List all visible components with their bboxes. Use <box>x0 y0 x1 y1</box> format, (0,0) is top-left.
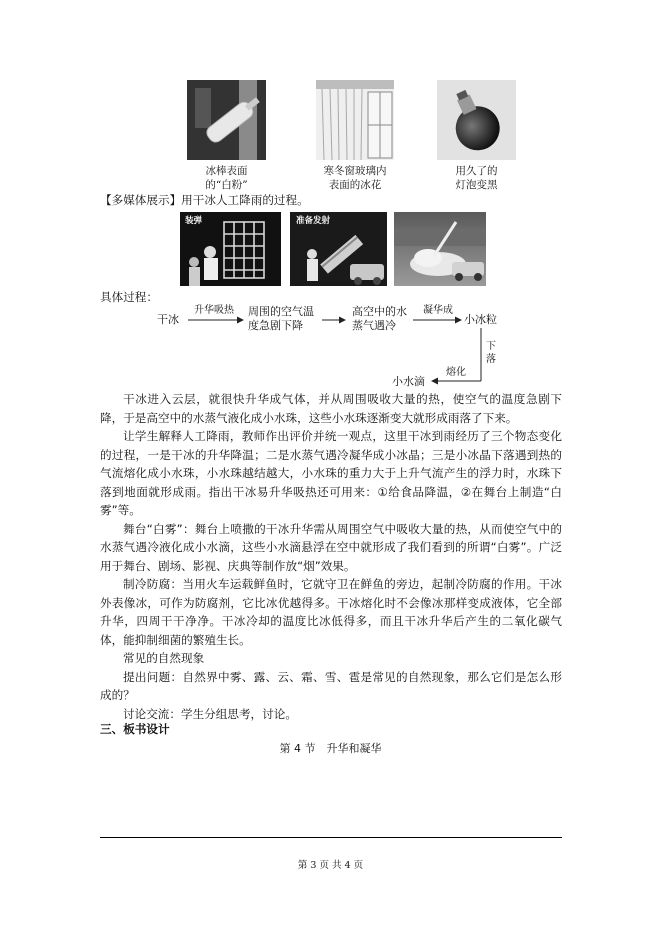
paragraph-question: 提出问题：自然界中雾、露、云、霜、雪、雹是常见的自然现象，那么它们是怎么形成的？ <box>100 669 562 702</box>
flow-node-water-drop: 小水滴 <box>392 375 425 388</box>
process-label: 具体过程： <box>100 290 158 304</box>
tag-ready-launch: 准备发射 <box>296 216 331 226</box>
body-text <box>100 390 562 723</box>
flow-label-sublimation: 升华吸热 <box>194 305 234 316</box>
paragraph-stage-fog: 舞台“白雾”：舞台上喷撒的干冰升华需从周围空气中吸收大量的热，从而使空气中的水蒸气遇冷液化成小水滴，这些小水滴悬浮在空中就形成了我们看到的所谓“白雾”。广泛用于舞台、剧场、影视、庆典等制作放“烟”效果。 <box>100 521 562 573</box>
footer-rule <box>100 837 562 838</box>
paragraph-rain-formation: 干冰进入云层，就很快升华成气体，并从周围吸收大量的热，使空气的温度急剧下降，于是高空中的水蒸气液化成小水珠，这些小水珠逐渐变大就形成雨落了下来。 <box>100 392 562 425</box>
flow-node-ice-grain: 小冰粒 <box>464 313 497 326</box>
caption-ice-pop: 冰棒表面 的“白粉” <box>205 165 248 191</box>
paragraph-explanation: 让学生解释人工降雨，教师作出评价并统一观点，这里干冰到雨经历了三个物态变化的过程，一是干冰的升华降温；二是水蒸气遇冷凝华成小冰晶；三是小冰晶下落遇到热的气流熔化成小水珠，小水珠越结越大，小水珠的重力大于上升气流产生的浮力时，水珠下落到地面就形成雨。指出干冰易升华吸热还可用来：①给食品降温，②在舞台上制造“白雾”等。 <box>100 429 562 517</box>
flow-label-fall: 下 落 <box>486 341 496 365</box>
flow-label-deposition: 凝华成 <box>423 305 453 316</box>
paragraph-refrigeration: 制冷防腐：当用火车运载鲜鱼时，它就守卫在鲜鱼的旁边，起制冷防腐的作用。干冰外表像冰，可作为防腐剂，它比冰优越得多。干冰熔化时不会像冰那样变成液体，它全部升华，四周干干净净。干冰冷却的温度比冰低得多，而且干冰升华后产生的二氧化碳气体，能抑制细菌的繁殖生长。 <box>100 577 562 647</box>
multimedia-line: 【多媒体展示】用干冰人工降雨的过程。 <box>100 193 309 207</box>
caption-dark-bulb: 用久了的 灯泡变黑 <box>455 165 498 191</box>
flow-arrows <box>0 0 661 400</box>
board-title: 第 4 节 升华和凝华 <box>279 742 382 755</box>
flow-node-air-cooling: 周围的空气温 度急剧下降 <box>248 305 314 332</box>
flow-node-dry-ice: 干冰 <box>157 313 179 326</box>
section-heading: 三、板书设计 <box>100 722 170 736</box>
tag-loading: 装弹 <box>185 216 203 226</box>
flow-label-melting: 熔化 <box>446 367 466 378</box>
caption-window-frost: 寒冬窗玻璃内 表面的冰花 <box>323 165 387 191</box>
flow-node-water-vapor: 高空中的水 蒸气遇冷 <box>352 305 407 332</box>
paragraph-discussion: 讨论交流：学生分组思考，讨论。 <box>123 706 297 721</box>
paragraph-natural-phenomena: 常见的自然现象 <box>123 651 205 665</box>
page-footer: 第 3 页 共 4 页 <box>297 860 364 871</box>
